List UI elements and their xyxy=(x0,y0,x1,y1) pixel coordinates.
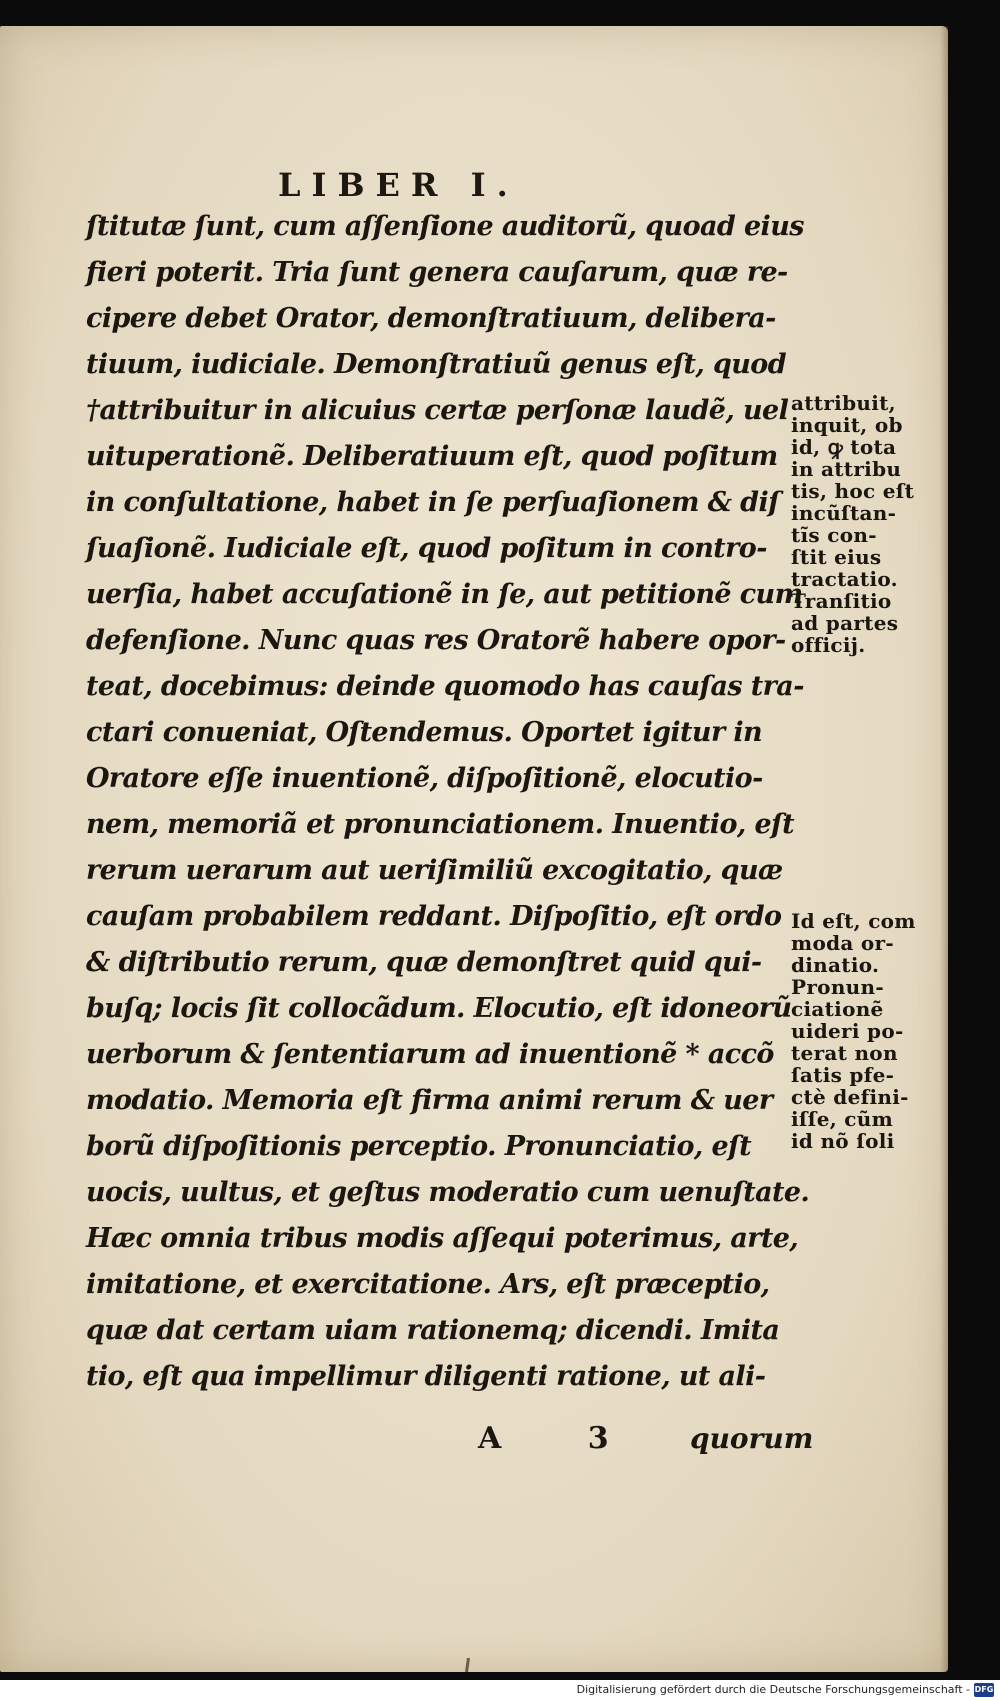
note-line: Tranſitio xyxy=(791,589,892,613)
text-line: tio, eſt qua impellimur diligenti ratione, ut ali- xyxy=(86,1361,766,1392)
text-line: in conſultatione, habet in ſe perſuaſionem & diſ xyxy=(86,487,780,518)
body-text xyxy=(86,204,810,1400)
text-line: †attribuitur in alicuius certæ perſonæ laudẽ, uel xyxy=(86,395,789,426)
note-line: ſtit eius xyxy=(791,545,882,569)
note-line: id, ꝙ tota xyxy=(791,435,897,459)
text-line: teat, docebimus: deinde quomodo has cauſas tra- xyxy=(86,671,804,702)
text-line: uocis, uultus, et geſtus moderatio cum uenuſtate. xyxy=(86,1177,810,1208)
dfg-logo: DFG xyxy=(974,1683,994,1697)
margin-note-attribuit xyxy=(791,392,951,656)
text-line: uerborum & ſententiarum ad inuentionẽ * accõ xyxy=(86,1039,774,1070)
note-line: iſſe, cũm xyxy=(791,1107,894,1131)
note-line: officij. xyxy=(791,633,866,657)
note-line: tĩs con- xyxy=(791,523,877,547)
text-line: fieri poterit. Tria ſunt genera cauſarum, quæ re- xyxy=(86,257,788,288)
note-line: tractatio. xyxy=(791,567,898,591)
text-line: uituperationẽ. Deliberatiuum eſt, quod poſitum xyxy=(86,441,778,472)
text-line: nem, memoriã et pronunciationem. Inuentio, eſt xyxy=(86,809,794,840)
text-line: & diſtributio rerum, quæ demonſtret quid qui- xyxy=(86,947,762,978)
book-page xyxy=(0,26,948,1672)
note-line: uideri po- xyxy=(791,1019,904,1043)
note-line: ctè defini- xyxy=(791,1085,909,1109)
text-line: Hæc omnia tribus modis aſſequi poterimus, arte, xyxy=(86,1223,799,1254)
note-line: ſatis pfe- xyxy=(791,1063,895,1087)
text-line: uerſia, habet accuſationẽ in ſe, aut petitionẽ cum xyxy=(86,579,803,610)
note-line: inquit, ob xyxy=(791,413,903,437)
signature-mark: A 3 xyxy=(478,1421,647,1456)
note-line: moda or- xyxy=(791,931,894,955)
note-line: terat non xyxy=(791,1041,898,1065)
text-line: ſuaſionẽ. Iudiciale eſt, quod poſitum in contro- xyxy=(86,533,767,564)
text-line: ſtitutæ ſunt, cum aſſenſione auditorũ, quoad eius xyxy=(86,211,804,242)
text-line: cauſam probabilem reddant. Diſpoſitio, eſt ordo xyxy=(86,901,782,932)
note-line: attribuit, xyxy=(791,391,896,415)
paper-flaw xyxy=(465,1658,470,1672)
running-head: LIBER I. xyxy=(278,166,519,204)
text-line: borũ diſpoſitionis perceptio. Pronunciatio, eſt xyxy=(86,1131,751,1162)
text-line: defenſione. Nunc quas res Oratorẽ habere opor- xyxy=(86,625,786,656)
note-line: dinatio. xyxy=(791,953,880,977)
catchword: quorum xyxy=(690,1422,814,1455)
text-line: imitatione, et exercitatione. Ars, eſt præceptio, xyxy=(86,1269,770,1300)
margin-notes xyxy=(791,392,951,1152)
text-line: buſq; locis ſit collocãdum. Elocutio, eſt idoneorũ xyxy=(86,993,792,1024)
text-line: ctari conueniat, Oſtendemus. Oportet igitur in xyxy=(86,717,763,748)
note-line: ad partes xyxy=(791,611,899,635)
text-line: cipere debet Orator, demonſtratiuum, delibera- xyxy=(86,303,776,334)
note-line: Id eſt, com xyxy=(791,909,916,933)
digitization-bar xyxy=(0,1680,1000,1701)
note-line: tis, hoc eſt xyxy=(791,479,915,503)
note-line: id nõ ſoli xyxy=(791,1129,895,1153)
digitization-notice: Digitalisierung gefördert durch die Deutsche Forschungsgemeinschaft - xyxy=(576,1683,970,1696)
note-line: incũſtan- xyxy=(791,501,897,525)
text-line: tiuum, iudiciale. Demonſtratiuũ genus eſt, quod xyxy=(86,349,786,380)
text-line: rerum uerarum aut ueriſimiliũ excogitatio, quæ xyxy=(86,855,783,886)
text-line: modatio. Memoria eſt firma animi rerum & uer xyxy=(86,1085,773,1116)
text-line: Oratore eſſe inuentionẽ, diſpoſitionẽ, elocutio- xyxy=(86,763,763,794)
margin-note-commodatio xyxy=(791,910,951,1152)
note-line: Pronun- xyxy=(791,975,884,999)
note-line: ciationẽ xyxy=(791,997,884,1021)
note-line: in attribu xyxy=(791,457,902,481)
text-line: quæ dat certam uiam rationemq; dicendi. Imita xyxy=(86,1315,780,1346)
